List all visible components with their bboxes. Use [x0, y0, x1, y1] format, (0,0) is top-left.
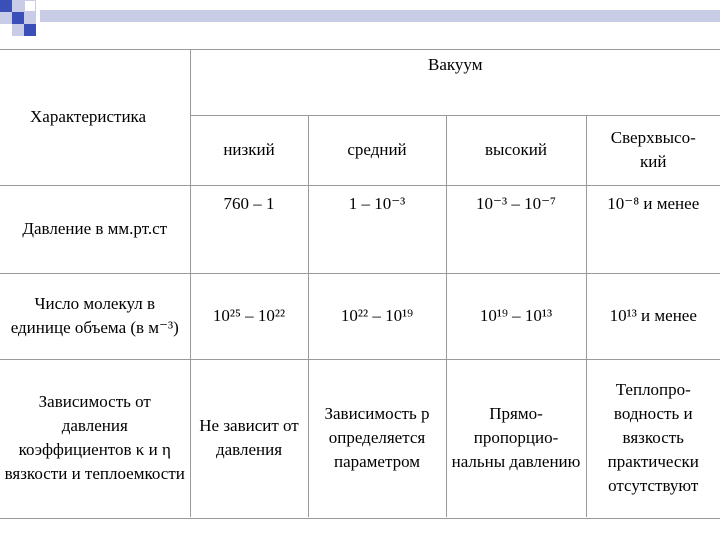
row-label-text: Давление в мм.рт.ст [22, 219, 168, 238]
decor-square [0, 12, 12, 24]
table-bottom-rule [0, 518, 720, 519]
header-level-ultrahigh [586, 115, 720, 185]
row-label-text: Зависимость от давления коэффициентов κ и η вязкости и теплоемкости [4, 392, 185, 484]
row-label [0, 359, 190, 517]
cell-text: 10²⁵ – 10²² [212, 306, 286, 325]
header-band [40, 10, 720, 22]
table-cell [586, 185, 720, 273]
cell-text: 10¹³ и менее [609, 306, 697, 325]
header-vacuum-label: Вакуум [428, 55, 483, 74]
decor-square [24, 12, 36, 24]
decor-square [0, 0, 12, 12]
level-label: низкий [223, 140, 275, 159]
header-vacuum [190, 49, 720, 115]
cell-text: 10⁻³ – 10⁻⁷ [476, 193, 556, 213]
header-level-medium [308, 115, 446, 185]
row-label [0, 273, 190, 359]
table-cell [190, 359, 308, 517]
cell-text: Теплопро-водность и вязкость практически отсутствуют [607, 380, 699, 496]
table-row [0, 359, 720, 517]
table-row [0, 185, 720, 273]
cell-text: 10²² – 10¹⁹ [340, 306, 414, 325]
table-cell [190, 185, 308, 273]
table-row [0, 273, 720, 359]
header-characteristic [0, 49, 190, 185]
decorative-header-bar [0, 0, 720, 48]
table-cell [308, 359, 446, 517]
table-cell [446, 359, 586, 517]
cell-text: 760 – 1 [223, 193, 275, 213]
table-cell [190, 273, 308, 359]
cell-text: 10¹⁹ – 10¹³ [479, 306, 553, 325]
decor-square [24, 0, 36, 12]
table-cell [446, 273, 586, 359]
table-cell [586, 273, 720, 359]
table-cell [586, 359, 720, 517]
cell-text: 10⁻⁸ и менее [607, 193, 700, 213]
level-label: Сверхвысо- кий [610, 128, 696, 171]
decor-square [12, 12, 24, 24]
level-label: высокий [485, 140, 547, 159]
row-label [0, 185, 190, 273]
header-row-1 [0, 49, 720, 115]
table-cell [308, 273, 446, 359]
table-cell [446, 185, 586, 273]
cell-text: Не зависит от давления [199, 416, 299, 460]
header-level-low [190, 115, 308, 185]
decor-square [12, 0, 24, 12]
table-cell [308, 185, 446, 273]
header-characteristic-label: Характеристика [30, 106, 147, 126]
decor-square [12, 24, 24, 36]
cell-text: 1 – 10⁻³ [348, 193, 406, 213]
row-label-text: Число молекул в единице объема (в м⁻³) [10, 294, 179, 337]
header-level-high [446, 115, 586, 185]
cell-text: Зависимость p определяется параметром [324, 404, 430, 472]
decor-square [24, 24, 36, 36]
level-label: средний [347, 140, 407, 159]
cell-text: Прямо-пропорцио-нальны давлению [451, 404, 581, 472]
vacuum-table [0, 49, 720, 517]
